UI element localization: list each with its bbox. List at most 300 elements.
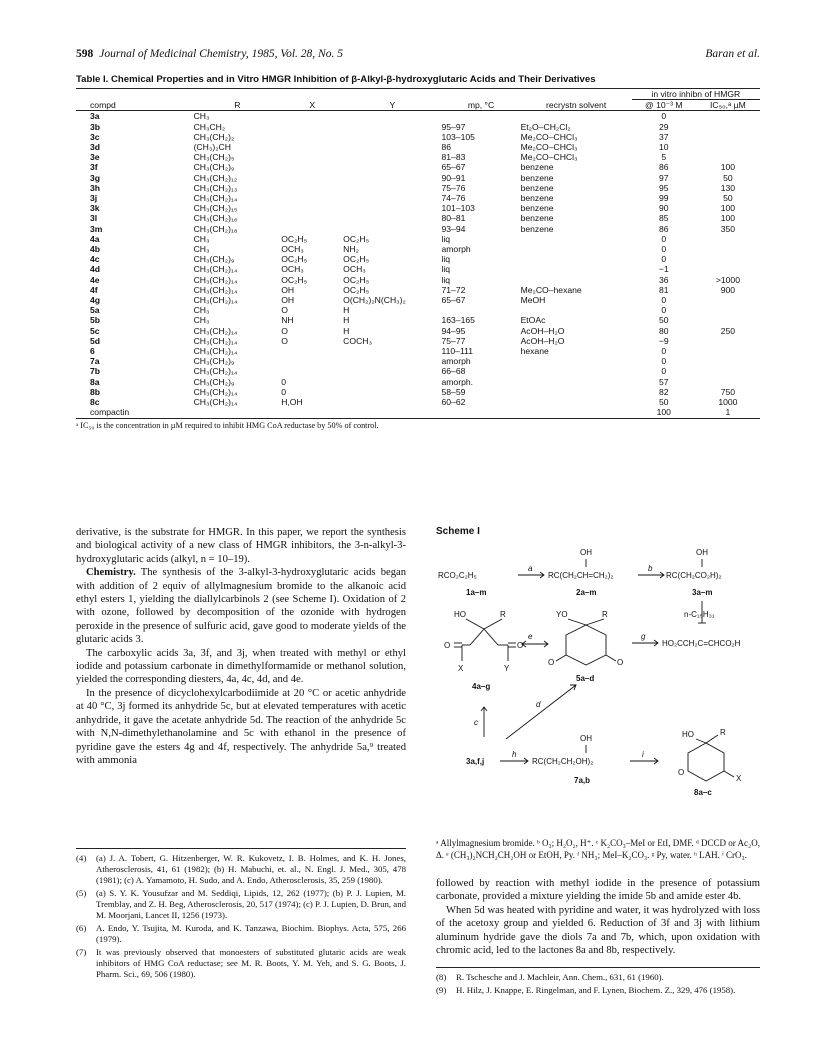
scheme-label: R [602,610,608,619]
table-cell: CH₃ [193,315,210,326]
inhibition-group-header: in vitro inhibn of HMGR [632,89,760,100]
section-heading: Chemistry. [86,567,136,579]
table-cell: O [281,335,288,346]
table-cell: >1000 [715,274,740,285]
table-cell: OC₂H₅ [343,274,370,285]
table-row [76,315,760,325]
table-cell: 6 [90,346,95,357]
table-cell: 81–83 [441,152,466,163]
table-cell [343,356,441,366]
table-cell [343,224,441,234]
table-cell: 130 [720,182,736,193]
table-cell [343,407,441,418]
scheme-label: 3a,f,j [466,757,485,766]
table-cell: 86 [658,162,669,173]
table-cell [521,387,632,397]
table-cell: 5b [90,315,101,326]
table-cell [281,224,343,234]
table-cell [343,366,441,376]
table-cell [521,377,632,387]
scheme-label: 2a–m [576,588,597,597]
table-cell: CH₃(CH₂)₁₄ [193,366,238,377]
table-cell [521,397,632,407]
table-cell: CH₃(CH₂)₉ [193,356,235,367]
scheme-label: O [444,641,451,650]
table-cell: liq [441,233,451,244]
table-cell: 90 [658,203,669,214]
table-cell: Et₂O–CH₂Cl₂ [520,121,571,132]
table-row [76,122,760,132]
table-cell: CH₃(CH₂)₁₄ [193,335,238,346]
table-cell: CH₃(CH₂)₁₅ [193,203,238,214]
table-row [76,264,760,274]
table-cell [696,244,760,254]
table-cell: 7a [90,356,100,367]
scheme-label: 8a–c [694,788,712,797]
table-row [76,254,760,264]
table-cell: 100 [720,203,736,214]
table-cell: OH [281,295,295,306]
column-header: Y [343,100,441,111]
table-cell: 3a [90,111,100,122]
scheme-label: OH [580,734,592,743]
table-cell [281,132,343,142]
table-cell: NH [281,315,294,326]
scheme-label: RC(CH₂CH₂OH)₂ [532,757,594,766]
table-cell: compactin [90,407,130,418]
table-cell: CH₃ [193,305,210,316]
table-cell: 82 [658,386,669,397]
table-cell: 95–97 [441,121,466,132]
table-cell: CH₃(CH₂)₁₄ [193,284,238,295]
table-cell: 163–165 [441,315,475,326]
table-cell: CH₃(CH₂)₁₄ [193,386,238,397]
table-cell [281,152,343,162]
table-cell: 8b [90,386,101,397]
reference-item [76,923,406,945]
table-cell: 4a [90,233,100,244]
table-cell: 3d [90,142,101,153]
table-cell [343,183,441,193]
table-cell: amorph [441,356,471,367]
table-cell: 4c [90,254,100,265]
scheme-label: 3a–m [692,588,713,597]
table-cell [281,122,343,132]
paragraph-chemistry: Chemistry. The synthesis of the 3-alkyl-3-hydroxyglutaric acids began with addition of 2 equiv of allylmagnesium bromide to the alkanoic acid ethyl esters 1, yielding the diallylcarbinols 2 (see Scheme I). Oxidation of 2 with ozone, followed by decomposition of the ozonide with hydrogen peroxide in the presence of sulfuric acid, gave good to moderate yields of the glutaric acids 3. [76,567,406,646]
table-cell: Me₂CO–CHCl₃ [520,152,578,163]
table-cell [343,142,441,152]
table-cell: CH₃(CH₂)₁₄ [193,274,238,285]
table-body [76,111,760,418]
column-header: recrystn solvent [521,100,632,111]
scheme-label: Y [504,664,510,673]
table-cell: EtOAc [520,315,546,326]
table-cell: 0 [661,346,667,357]
table-cell: 74–76 [441,193,466,204]
table-cell: 4f [90,284,98,295]
table-cell: liq [441,254,451,265]
arrow-label: a [528,564,533,573]
table-cell: 3g [90,172,101,183]
table-cell: 3j [90,193,98,204]
table-cell: 58–59 [441,386,466,397]
table-cell: 60–62 [441,397,466,408]
table-cell: benzene [520,182,554,193]
table-cell: 86 [441,142,452,153]
table-cell: OC₂H₅ [281,274,308,285]
paragraph: followed by reaction with methyl iodide in the presence of potassium carbonate, provided a mixture yielding the imide 5b and amide ester 4b. [436,878,760,903]
table-cell: 3b [90,121,101,132]
table-cell: OCH₃ [281,244,304,255]
table-cell: 0 [661,244,667,255]
scheme-label: X [458,664,464,673]
table-cell: 93–94 [441,223,466,234]
scheme-label: YO [556,610,568,619]
table-cell: 1 [725,407,731,418]
table-row [76,152,760,162]
arrow-label: c [474,718,478,727]
table-cell: Me₂CO–CHCl₃ [520,142,578,153]
scheme-label: RCO₂C₂H₅ [438,571,477,580]
table-cell [696,122,760,132]
table-cell: 37 [658,131,669,142]
table-cell: 5 [661,152,667,163]
scheme-label: 1a–m [466,588,487,597]
table-cell: O(CH₂)₂N(CH₃)₂ [343,295,406,306]
table-cell: 36 [658,274,669,285]
reference-number: (5) [76,888,87,898]
table-cell: OC₂H₅ [281,233,308,244]
scheme-label: O [617,658,624,667]
table-cell [696,346,760,356]
right-body-text [436,877,760,957]
table-cell [441,111,520,122]
scheme-label: OH [696,548,708,557]
table-cell: 50 [658,397,669,408]
table-cell [696,377,760,387]
table-cell: OC₂H₅ [281,254,308,265]
reference-number: (8) [436,972,447,983]
table-cell: 65–67 [441,162,466,173]
table-cell [696,336,760,346]
table-cell [343,203,441,213]
table-row [76,244,760,254]
table-cell: CH₃(CH₂)₁₄ [193,264,238,275]
table-row [76,295,760,305]
table-row [76,387,760,397]
table-cell: benzene [520,213,554,224]
table-cell: 0 [661,233,667,244]
table-cell [521,244,632,254]
table-row [76,326,760,336]
left-column [76,526,406,979]
reference-number: (6) [76,923,87,933]
table-cell: 100 [656,407,671,418]
table-cell: −9 [658,335,669,346]
table-cell: CH₃(CH₂)₁₃ [193,182,238,193]
table-header-row [76,100,760,111]
table-cell [343,193,441,203]
table-cell [696,264,760,274]
table-cell: COCH₃ [343,335,372,346]
table-cell: 900 [720,284,736,295]
table-cell: 90–91 [441,172,466,183]
paragraph: When 5d was heated with pyridine and water, it was hydrolyzed with loss of the acetoxy group and yielded 6. Reduction of 3f and 3j with lithium aluminum hydride gave the diols 7a and 7b, which, upon oxidation with chromic acid, led to the lactones 8a and 8b, respectively. [436,904,760,957]
table-cell: 95 [658,182,669,193]
table-row [76,336,760,346]
footnote-references [436,967,760,996]
table-cell [521,366,632,376]
table-row [76,234,760,244]
table-cell: 110–111 [441,346,474,357]
table-cell: liq [441,264,451,275]
scheme-label: OH [580,548,592,557]
running-header [76,48,760,60]
table-cell: 8c [90,397,100,408]
table-cell [281,407,343,418]
scheme-label: HO [682,730,694,739]
table-cell: 100 [720,162,736,173]
scheme-label: HO₂CCH₂C=CHCO₂H [662,639,741,648]
table-cell [521,111,632,122]
table-row [76,183,760,193]
reference-number: (7) [76,947,87,957]
table-cell: 4d [90,264,101,275]
table-cell [696,234,760,244]
table-cell: 250 [720,325,736,336]
table-cell: 350 [720,223,736,234]
table-cell: H [343,305,350,316]
table-cell: 50 [658,315,669,326]
column-header: @ 10⁻³ M [632,100,696,111]
scheme-label: O [678,768,685,777]
table-footnote: ᵃ IC₅₀ is the concentration in µM required to inhibit HMG CoA reductase by 50% of control. [76,420,379,430]
table-cell: CH₃(CH₂)₁₄ [193,325,238,336]
table-cell: 99 [658,193,669,204]
table-row [76,407,760,418]
table-cell: O [281,325,288,336]
table-cell: Me₂CO–CHCl₃ [520,131,578,142]
table-cell: CH₃(CH₂)₉ [193,376,235,387]
table-row [76,346,760,356]
table-cell: 29 [658,121,669,132]
reference-text: (a) S. Y. K. Yousufzar and M. Seddiqi, Lipids, 12, 262 (1977); (b) P. J. Lupien, M. Tremblay, and Z. H. Beg, Atherosclerosis, 20, 517 (1974); (c) P. J. Lupien, D. Brun, and M. Moorjani, Lancet II, 1256 (1973). [96,888,406,920]
reference-item [436,985,760,996]
table-cell [281,142,343,152]
table-row [76,305,760,315]
column-header: R [194,100,282,111]
table-cell: CH₃(CH₂)₁₄ [193,193,238,204]
table-cell [343,122,441,132]
table-cell: 0 [661,295,667,306]
table-cell [441,407,520,418]
table-cell: CH₃ [193,233,210,244]
table-cell: 66–68 [441,366,466,377]
table-cell: Me₂CO–hexane [520,284,582,295]
table-cell: 0 [661,366,667,377]
column-header: mp, °C [441,100,520,111]
column-header: X [281,100,343,111]
table-cell: H,OH [281,397,303,408]
table-cell: CH₃(CH₂)₁₄ [193,295,238,306]
table-cell [521,407,632,418]
table-cell [343,173,441,183]
scheme-label: RC(CH₂CH=CH₂)₂ [548,571,614,580]
scheme-label: 4a–g [472,682,491,691]
table-cell: CH₃(CH₂)₁₆ [193,213,238,224]
scheme-label: O [517,641,524,650]
table-cell: AcOH–H₂O [520,325,565,336]
reference-item [436,972,760,983]
table-cell [441,305,520,315]
table-cell: H [343,325,350,336]
reference-text: It was previously observed that monoesters of substituted glutaric acids are weak inhibitors of HMG CoA reductase; see M. R. Boots, Y. M. Yeh, and S. G. Boots, J. Pharm. Sci., 69, 506 (1980). [96,947,406,979]
table-row [76,162,760,172]
table-cell [521,356,632,366]
table-cell: O [281,305,288,316]
table-cell: 71–72 [441,284,466,295]
table-cell [281,356,343,366]
table-cell: 65–67 [441,295,466,306]
scheme-label: RC(CH₂CO₂H)₂ [666,571,722,580]
scheme-title: Scheme I [436,526,480,537]
table-cell: 4b [90,244,101,255]
table-cell [696,366,760,376]
reference-text: H. Hilz, J. Knappe, E. Ringelman, and F. Lynen, Biochem. Z., 329, 476 (1958). [456,985,736,996]
table-cell: CH₃CH₂ [193,121,226,132]
table-cell [343,387,441,397]
table-row [76,213,760,223]
table-cell [343,213,441,223]
table-cell: hexane [520,346,549,357]
table-cell [696,305,760,315]
table-cell: amorph [441,244,471,255]
table-cell: CH₃(CH₂)₁₄ [193,397,238,408]
table-cell: 5d [90,335,101,346]
table-cell [696,295,760,305]
table-cell: CH₃ [193,244,210,255]
table-cell: 0 [661,305,667,316]
table-cell: CH₃(CH₂)₅ [193,152,235,163]
table-row [76,142,760,152]
table-cell: benzene [520,223,554,234]
table-cell [343,346,441,356]
table-cell: −1 [658,264,669,275]
table-cell: 57 [658,376,669,387]
table-cell [343,132,441,142]
table-cell [343,152,441,162]
table-cell: 86 [658,223,669,234]
table-cell: 3e [90,152,100,163]
table-cell: 4g [90,295,101,306]
table-caption: Table I. Chemical Properties and in Vitro HMGR Inhibition of β-Alkyl-β-hydroxyglutaric Acids and Their Derivatives [76,74,596,85]
table-row [76,275,760,285]
table-row [76,366,760,376]
reference-text: R. Tschesche and J. Machleir, Ann. Chem., 631, 61 (1960). [456,972,664,983]
table-cell [281,346,343,356]
table-row [76,111,760,122]
table-cell: 750 [720,386,736,397]
table-cell: 3m [90,223,103,234]
reference-item [76,853,406,886]
table-cell: 100 [720,213,736,224]
table-cell: CH₃(CH₂)₁₂ [193,172,238,183]
table-cell [521,254,632,264]
arrow-label: e [528,632,533,641]
data-table [76,88,760,419]
arrow-label: i [642,750,644,759]
table-cell [343,397,441,407]
table-cell: OC₂H₅ [343,284,370,295]
reaction-scheme [436,539,760,839]
table-cell [696,254,760,264]
arrow-label: g [641,632,646,641]
table-cell [281,203,343,213]
scheme-label: R [500,610,506,619]
table-cell: NH₂ [343,244,359,255]
table-cell: 3f [90,162,98,173]
table-row [76,132,760,142]
table-cell: 0 [281,376,286,387]
reference-number: (9) [436,985,447,996]
table-cell [696,315,760,325]
table-cell [343,162,441,172]
table-cell: OH [281,284,295,295]
table-cell: 50 [723,172,733,183]
table-cell: 8a [90,376,100,387]
column-header: compd [76,100,194,111]
table-cell: 0 [661,356,667,367]
page [76,48,760,430]
right-column [436,526,760,998]
table-cell: OCH₃ [281,264,304,275]
table-row [76,193,760,203]
table-cell [696,132,760,142]
table-cell [696,142,760,152]
reference-item [76,947,406,980]
table-cell [281,183,343,193]
table-cell: 94–95 [441,325,466,336]
table-cell [696,111,760,122]
table-cell: OC₂H₅ [343,254,370,265]
table-cell [194,407,282,418]
table-cell: 5a [90,305,100,316]
table-cell: benzene [520,203,554,214]
table-cell: 4e [90,274,100,285]
table-cell: CH₃(CH₂)₉ [193,162,235,173]
table-cell: 80 [658,325,669,336]
table-cell [521,234,632,244]
table-row [76,203,760,213]
table-cell [281,162,343,172]
table-cell: 81 [658,284,669,295]
paragraph: derivative, is the substrate for HMGR. In this paper, we report the synthesis and biological activity of a new class of HMGR inhibitors, the 3-n-alkyl-3-hydroxyglutaric acids (alkyl, n = 10–19). [76,527,406,565]
scheme-label: 7a,b [574,776,591,785]
table-cell: 50 [723,193,733,204]
table-cell: 101–103 [441,203,475,214]
table-cell: liq [441,274,451,285]
table-cell: 0 [281,386,286,397]
table-cell: 80–81 [441,213,466,224]
journal-citation: Journal of Medicinal Chemistry, 1985, Vol. 28, No. 5 [99,48,343,60]
paragraph: In the presence of dicyclohexylcarbodiimide at 20 °C or acetic anhydride at 40 °C, 3j formed its anhydride 5c, but at elevated temperatures with acetic anhydride, it gave the acetate anhydride 5d. The reaction of the anhydride 5c with N,N-dimethylethanolamine and 5c with ethanol in the presence of pyridine gave the esters 4g and 4f, respectively. The anhydride 5a,⁹ treated with ammonia [76,687,406,766]
table-cell: 85 [658,213,669,224]
scheme-footnotes: ᵃ Allylmagnesium bromide. ᵇ O₃; H₂O₂, H⁺. ᶜ K₂CO₃–MeI or EtI, DMF. ᵈ DCCD or Ac₂O, Δ. ᵉ (CH₃)₂NCH₂CH₂OH or EtOH, Py. ᶠ NH₃; MeI–K₂CO₃. ᵍ Py, water. ʰ LAH. ⁱ CrO₃. [436,838,760,860]
table-cell: 103–105 [441,131,475,142]
table-cell: benzene [520,172,554,183]
table-row [76,356,760,366]
table-cell: 3c [90,131,100,142]
